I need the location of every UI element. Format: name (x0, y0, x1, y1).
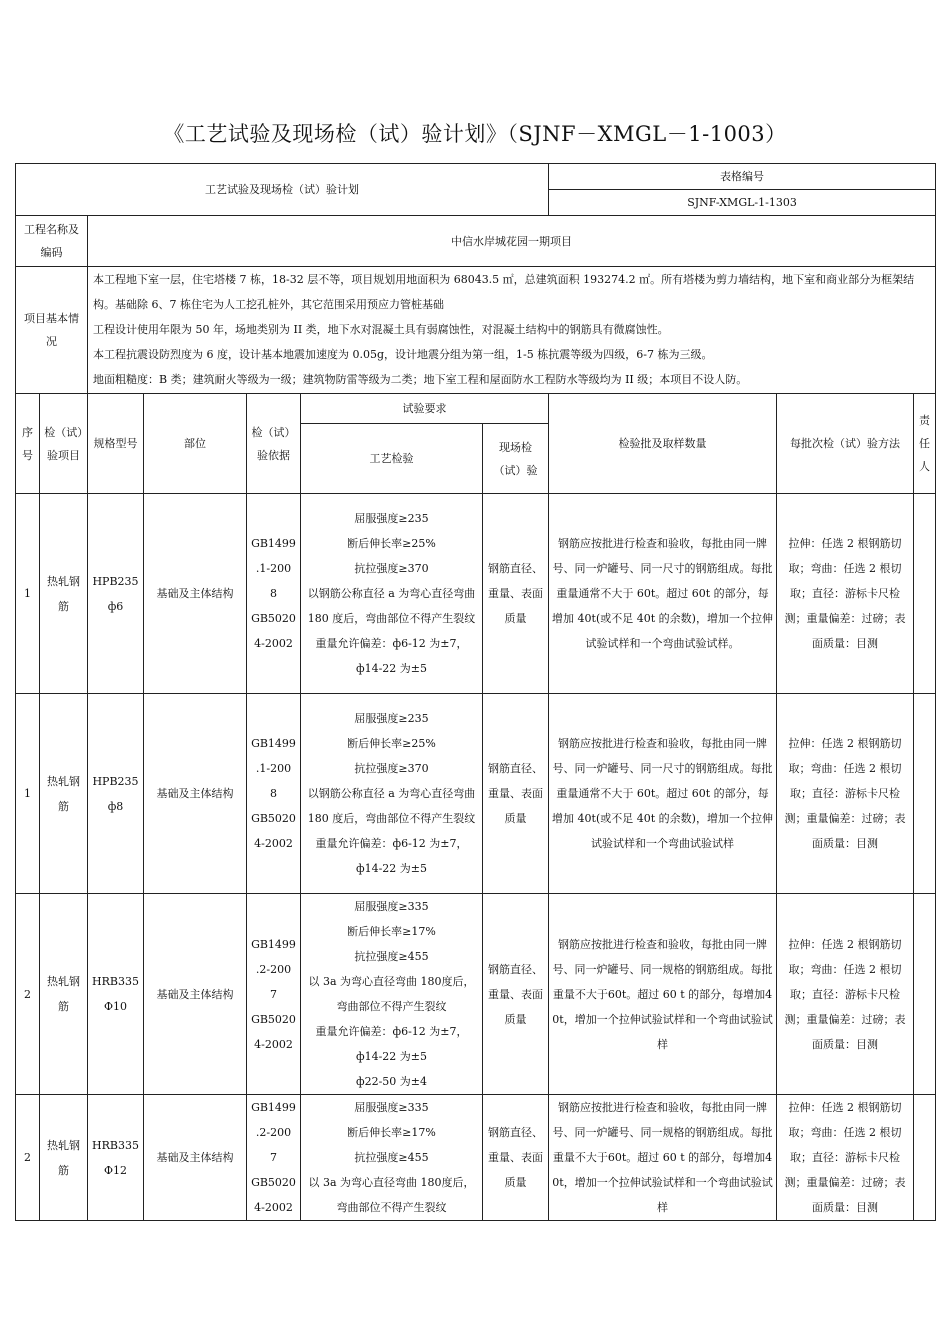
header-method: 每批次检（试）验方法 (777, 394, 914, 494)
header-spec: 规格型号 (88, 394, 144, 494)
table-row (16, 494, 936, 694)
row-resp (914, 494, 936, 694)
row-method: 拉伸：任选 2 根钢筋切取；弯曲：任选 2 根切取；直径：游标卡尺检测；重量偏差：过磅；表面质量：目测 (777, 1095, 914, 1221)
project-info-row (16, 267, 936, 394)
row-seq: 2 (16, 894, 40, 1095)
header-batch: 检验批及取样数量 (549, 394, 777, 494)
row-item: 热轧钢筋 (40, 1095, 88, 1221)
row-batch: 钢筋应按批进行检查和验收，每批由同一牌号、同一炉罐号、同一规格的钢筋组成。每批重量不大于60t。超过 60 t 的部分，每增加40t，增加一个拉伸试验试样和一个弯曲试验试样 (549, 1095, 777, 1221)
project-info-text (88, 267, 936, 394)
row-method: 拉伸：任选 2 根钢筋切取；弯曲：任选 2 根切取；直径：游标卡尺检测；重量偏差：过磅；表面质量：目测 (777, 694, 914, 894)
form-name: 工艺试验及现场检（试）验计划 (16, 164, 549, 216)
row-item: 热轧钢筋 (40, 894, 88, 1095)
row-seq: 1 (16, 694, 40, 894)
row-process: 屈服强度≥235 断后伸长率≥25% 抗拉强度≥370 以钢筋公称直径 a 为弯心直径弯曲 180 度后，弯曲部位不得产生裂纹 重量允许偏差：ф6-12 为±7， ф14-22 为±5 (301, 694, 483, 894)
project-name-label: 工程名称及编码 (16, 216, 88, 267)
row-seq: 2 (16, 1095, 40, 1221)
row-method: 拉伸：任选 2 根钢筋切取；弯曲：任选 2 根切取；直径：游标卡尺检测；重量偏差：过磅；表面质量：目测 (777, 494, 914, 694)
header-item: 检（试）验项目 (40, 394, 88, 494)
project-info-label: 项目基本情况 (16, 267, 88, 394)
project-name-value: 中信水岸城花园一期项目 (88, 216, 936, 267)
header-site: 现场检（试）验 (483, 424, 549, 494)
form-number-value: SJNF-XMGL-1-1303 (549, 189, 935, 215)
row-basis: GB1499 .1-200 8 GB5020 4-2002 (247, 694, 301, 894)
row-spec: HRB335 Φ10 (88, 894, 144, 1095)
row-process: 屈服强度≥235 断后伸长率≥25% 抗拉强度≥370 以钢筋公称直径 a 为弯心直径弯曲 180 度后，弯曲部位不得产生裂纹 重量允许偏差：ф6-12 为±7， ф14-22 为±5 (301, 494, 483, 694)
row-spec: HPB235 ф8 (88, 694, 144, 894)
project-info-line: 地面粗糙度：B 类；建筑耐火等级为一级；建筑物防雷等级为二类；地下室工程和屋面防水工程防水等级均为 II 级；本项目不设人防。 (93, 373, 748, 386)
project-info-line: 本工程地下室一层，住宅塔楼 7 栋，18-32 层不等，项目规划用地面积为 68043.5 ㎡，总建筑面积 193274.2 ㎡。所有塔楼为剪力墙结构，地下室和商业部分为框架结构。基础除 6、7 栋住宅为人工挖孔桩外，其它范围采用预应力管桩基础 (93, 273, 915, 311)
header-seq: 序号 (16, 394, 40, 494)
row-batch: 钢筋应按批进行检查和验收，每批由同一牌号、同一炉罐号、同一尺寸的钢筋组成。每批重量通常不大于 60t。超过 60t 的部分，每增加 40t(或不足 40t 的余数)，增加一个拉伸试验试样和一个弯曲试验试样。 (549, 494, 777, 694)
row-site: 钢筋直径、重量、表面质量 (483, 494, 549, 694)
project-name-row (16, 216, 936, 267)
row-resp (914, 694, 936, 894)
header-basis: 检（试）验依据 (247, 394, 301, 494)
row-item: 热轧钢筋 (40, 494, 88, 694)
row-spec: HRB335 Φ12 (88, 1095, 144, 1221)
form-number-cell (549, 164, 936, 216)
row-site: 钢筋直径、重量、表面质量 (483, 694, 549, 894)
table-row (16, 1095, 936, 1221)
column-header-row-1 (16, 394, 936, 424)
row-basis: GB1499 .2-200 7 GB5020 4-2002 (247, 1095, 301, 1221)
row-seq: 1 (16, 494, 40, 694)
project-info-line: 工程设计使用年限为 50 年，场地类别为 II 类，地下水对混凝土具有弱腐蚀性，对混凝土结构中的钢筋具有微腐蚀性。 (93, 323, 669, 336)
header-process: 工艺检验 (301, 424, 483, 494)
document-title: 《工艺试验及现场检（试）验计划》（SJNF－XMGL－1-1003） (163, 122, 787, 146)
row-part: 基础及主体结构 (144, 494, 247, 694)
row-site: 钢筋直径、重量、表面质量 (483, 894, 549, 1095)
header-part: 部位 (144, 394, 247, 494)
form-number-label: 表格编号 (720, 170, 765, 183)
form-header-row (16, 164, 936, 216)
table-row (16, 894, 936, 1095)
row-process: 屈服强度≥335 断后伸长率≥17% 抗拉强度≥455 以 3a 为弯心直径弯曲 180度后，弯曲部位不得产生裂纹 (301, 1095, 483, 1221)
row-site: 钢筋直径、重量、表面质量 (483, 1095, 549, 1221)
row-batch: 钢筋应按批进行检查和验收，每批由同一牌号、同一炉罐号、同一尺寸的钢筋组成。每批重量通常不大于 60t。超过 60t 的部分，每增加 40t(或不足 40t 的余数)，增加一个拉伸试验试样和一个弯曲试验试样 (549, 694, 777, 894)
table-row (16, 694, 936, 894)
row-batch: 钢筋应按批进行检查和验收，每批由同一牌号、同一炉罐号、同一规格的钢筋组成。每批重量不大于60t。超过 60 t 的部分，每增加40t，增加一个拉伸试验试样和一个弯曲试验试样 (549, 894, 777, 1095)
row-process: 屈服强度≥335 断后伸长率≥17% 抗拉强度≥455 以 3a 为弯心直径弯曲 180度后，弯曲部位不得产生裂纹 重量允许偏差：ф6-12 为±7， ф14-22 为±5 ф22-50 为±4 (301, 894, 483, 1095)
row-resp (914, 894, 936, 1095)
row-method: 拉伸：任选 2 根钢筋切取；弯曲：任选 2 根切取；直径：游标卡尺检测；重量偏差：过磅；表面质量：目测 (777, 894, 914, 1095)
row-basis: GB1499 .2-200 7 GB5020 4-2002 (247, 894, 301, 1095)
row-part: 基础及主体结构 (144, 694, 247, 894)
inspection-plan-table (15, 163, 936, 1221)
header-requirements: 试验要求 (301, 394, 549, 424)
row-basis: GB1499 .1-200 8 GB5020 4-2002 (247, 494, 301, 694)
row-item: 热轧钢筋 (40, 694, 88, 894)
project-info-line: 本工程抗震设防烈度为 6 度，设计基本地震加速度为 0.05g，设计地震分组为第一组，1-5 栋抗震等级为四级，6-7 栋为三级。 (93, 348, 713, 361)
row-part: 基础及主体结构 (144, 894, 247, 1095)
row-part: 基础及主体结构 (144, 1095, 247, 1221)
header-resp: 责任人 (914, 394, 936, 494)
row-resp (914, 1095, 936, 1221)
row-spec: HPB235 ф6 (88, 494, 144, 694)
